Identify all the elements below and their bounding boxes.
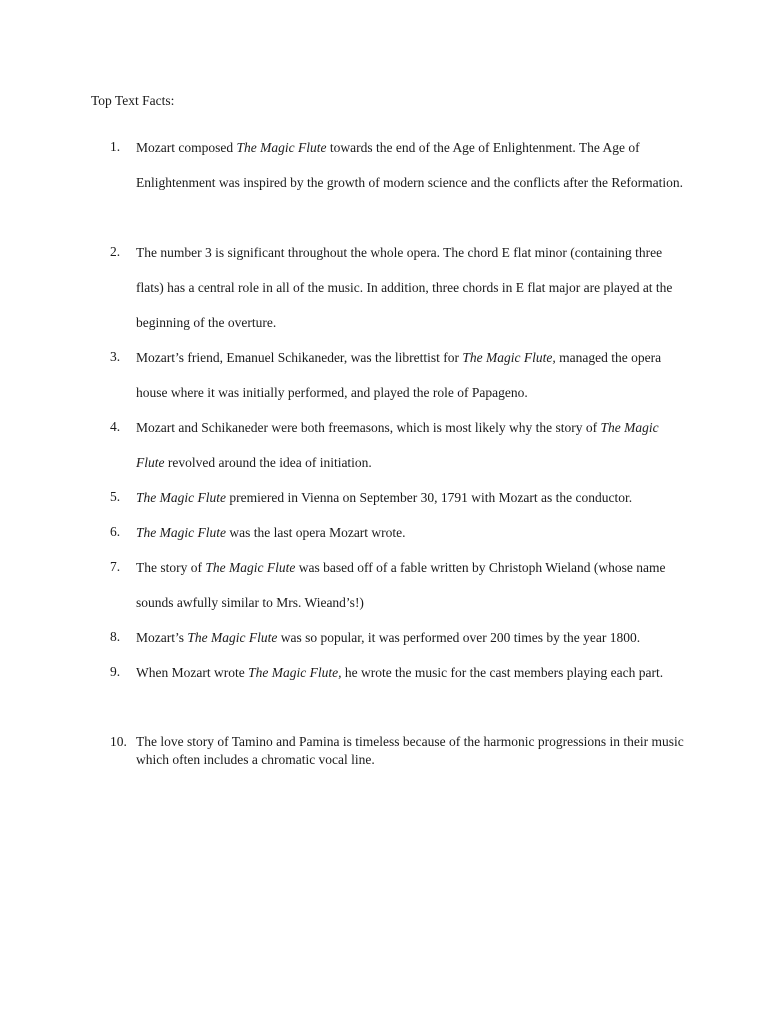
fact-text-segment: The number 3 is significant throughout the whole opera. The chord E flat minor (containing three flats) has a central role in all of the music. In addition, three chords in E flat major are played at the beginning of the overture. [136,244,673,330]
fact-text-segment: towards the end of the Age of Enlightenment. The Age of Enlightenment was inspired by the growth of modern science and the conflicts after the Reformation. [136,139,683,190]
fact-text [136,235,684,340]
fact-text-segment: Mozart’s friend, Emanuel Schikaneder, was the librettist for [136,349,463,365]
document-title: Top Text Facts: [91,93,175,108]
fact-text [136,480,684,515]
fact-text-segment: premiered in Vienna on September 30, 1791 with Mozart as the conductor. [225,489,633,505]
fact-number: 4. [110,419,121,434]
fact-number: 3. [110,349,121,364]
fact-text-segment: was the last opera Mozart wrote. [225,524,406,540]
fact-text-segment: The love story of Tamino and Pamina is timeless because of the harmonic progressions in their music which often includes a chromatic vocal line. [136,734,684,767]
fact-text-segment: was so popular, it was performed over 200 times by the year 1800. [277,629,641,645]
fact-text-segment: managed the opera house where it was initially performed, and played the role of Papageno. [136,349,662,400]
opera-title-text: The Magic Flute, [248,664,342,680]
opera-title-text: The Magic Flute [136,524,226,540]
fact-text-segment: The story of [136,559,206,575]
opera-title-text: The Magic Flute [136,419,659,470]
opera-title-text: The Magic Flute [187,629,278,645]
fact-number: 2. [110,244,121,259]
fact-number: 8. [110,629,121,644]
fact-number: 1. [110,139,121,154]
fact-text-segment: Mozart’s [136,629,188,645]
opera-title-text: The Magic Flute [205,559,296,575]
opera-title-text: The Magic Flute, [462,349,556,365]
fact-text [136,733,684,769]
fact-text [136,655,684,690]
fact-text [136,550,684,620]
fact-text [136,130,684,200]
fact-number: 5. [110,489,121,504]
fact-number: 10. [110,734,127,749]
fact-text-segment: revolved around the idea of initiation. [164,454,372,470]
fact-text [136,340,684,410]
fact-text-segment: Mozart composed [136,139,237,155]
fact-text-segment: When Mozart wrote [136,664,249,680]
fact-number: 7. [110,559,121,574]
fact-text [136,410,684,480]
fact-text [136,515,684,550]
opera-title-text: The Magic Flute [136,489,226,505]
fact-text-segment: was based off of a fable written by Christoph Wieland (whose name sounds awfully similar to Mrs. Wieand’s!) [136,559,666,610]
fact-text-segment: Mozart and Schikaneder were both freemasons, which is most likely why the story of [136,419,601,435]
fact-text-segment: he wrote the music for the cast members playing each part. [341,664,664,680]
fact-text [136,620,684,655]
opera-title-text: The Magic Flute [236,139,327,155]
fact-number: 9. [110,664,121,679]
fact-number: 6. [110,524,121,539]
